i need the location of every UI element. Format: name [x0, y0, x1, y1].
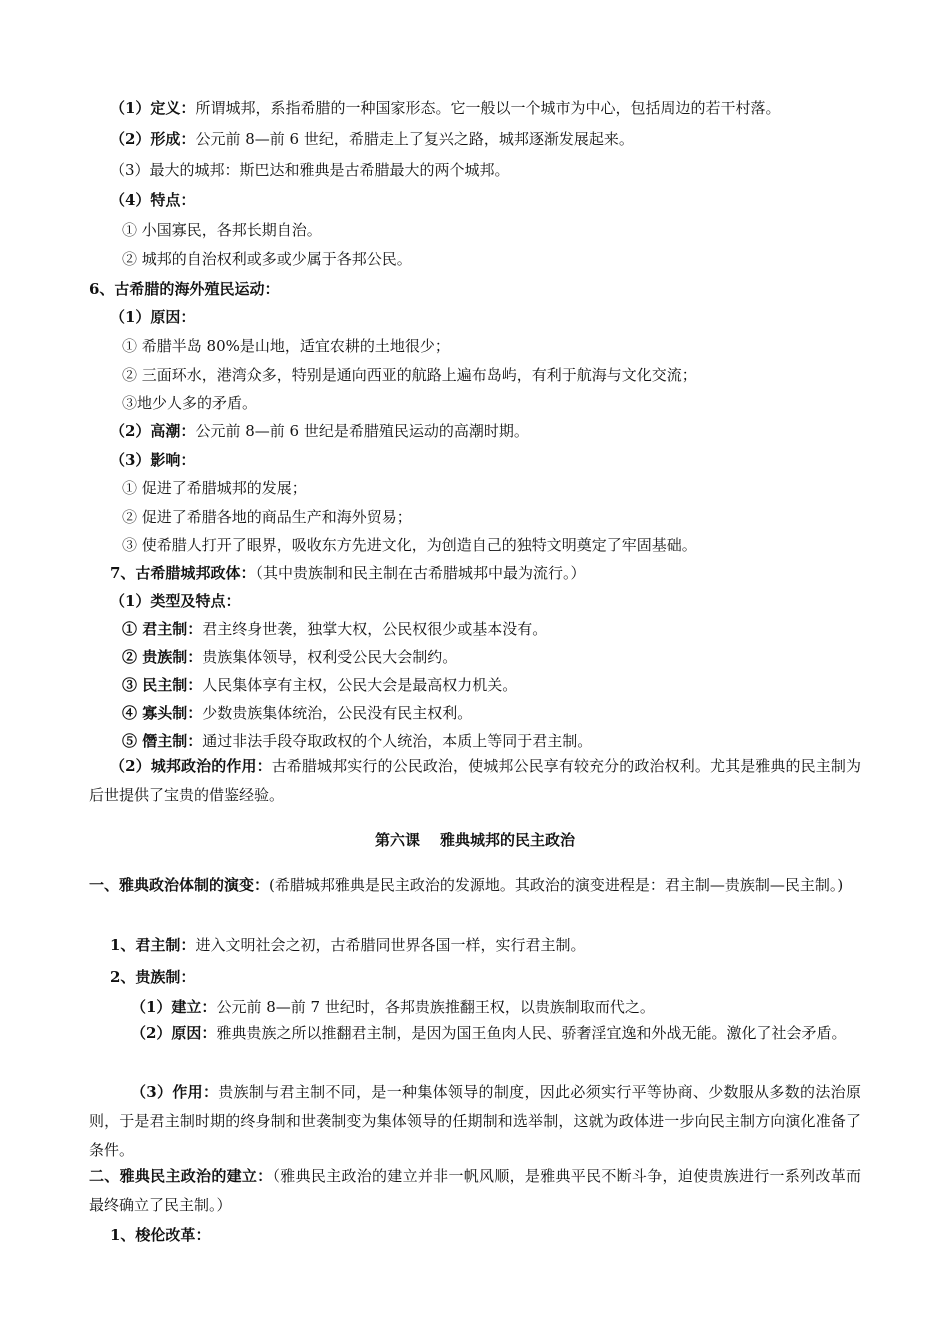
democracy-line: [122, 675, 517, 695]
effect-paragraph: [89, 1078, 861, 1165]
tyranny-text: 通过非法手段夺取政权的个人统治，本质上等同于君主制。: [202, 732, 593, 750]
tyranny-label: ⑤ 僭主制：: [122, 732, 203, 750]
definition-text: 所谓城邦，系指希腊的一种国家形态。它一般以一个城市为中心，包括周边的若干村落。: [195, 99, 781, 117]
oligarchy-line: [122, 703, 472, 723]
influence-heading: （3）影响：: [110, 451, 196, 469]
monarchy-section-line: [110, 935, 585, 955]
climax-label: （2）高潮：: [110, 422, 196, 440]
lesson-title: [0, 830, 950, 850]
reason-paragraph: [89, 1019, 861, 1048]
establishment-text: 公元前 8—前 7 世纪时，各邦贵族推翻王权，以贵族制取而代之。: [216, 998, 655, 1016]
monarchy-text: 君主终身世袭，独掌大权，公民权很少或基本没有。: [202, 620, 548, 638]
cause-item-2: ② 三面环水，港湾众多，特别是通向西亚的航路上遍布岛屿，有利于航海与文化交流；: [122, 366, 697, 384]
city-politics-role-text: 古希腊城邦实行的公民政治，使城邦公民享有较充分的政治权利。尤其是雅典的民主制为后世提供了宝贵的借鉴经验。: [89, 757, 861, 804]
establishment-democracy-text: （雅典民主政治的建立并非一帆风顺，是雅典平民不断斗争，迫使贵族进行一系列改革而最终确立了民主制。）: [89, 1167, 861, 1214]
aristocracy-text: 贵族集体领导，权利受公民大会制约。: [202, 648, 458, 666]
cause-item-3: ③地少人多的矛盾。: [122, 394, 258, 412]
climax-text: 公元前 8—前 6 世纪是希腊殖民运动的高潮时期。: [195, 422, 529, 440]
formation-text: 公元前 8—前 6 世纪，希腊走上了复兴之路，城邦逐渐发展起来。: [195, 130, 634, 148]
aristocracy-section-heading: 2、贵族制：: [110, 968, 196, 986]
definition-label: （1）定义：: [110, 99, 196, 117]
monarchy-line: [122, 619, 547, 639]
definition-line: [110, 98, 780, 118]
types-heading: （1）类型及特点：: [110, 592, 241, 610]
reason-label: （2）原因：: [131, 1024, 217, 1042]
solon-reform-heading: 1、梭伦改革：: [110, 1226, 211, 1244]
largest-cities-line: （3）最大的城邦：斯巴达和雅典是古希腊最大的两个城邦。: [110, 161, 510, 179]
lesson-name: 雅典城邦的民主政治: [440, 831, 576, 849]
polity-heading-line: [110, 563, 585, 583]
oligarchy-text: 少数贵族集体统治，公民没有民主权利。: [202, 704, 473, 722]
causes-heading: （1）原因：: [110, 308, 196, 326]
city-politics-role-paragraph: [89, 752, 861, 810]
monarchy-section-label: 1、君主制：: [110, 936, 196, 954]
democracy-label: ③ 民主制：: [122, 676, 203, 694]
evolution-text: (希腊城邦雅典是民主政治的发源地。其政治的演变进程是：君主制—贵族制—民主制。): [269, 876, 844, 894]
climax-line: [110, 421, 529, 441]
oligarchy-label: ④ 寡头制：: [122, 704, 203, 722]
cause-item-1: ① 希腊半岛 80%是山地，适宜农耕的土地很少；: [122, 337, 450, 355]
colonization-heading: 6、古希腊的海外殖民运动：: [89, 280, 280, 298]
aristocracy-line: [122, 647, 457, 667]
reason-text: 雅典贵族之所以推翻君主制，是因为国王鱼肉人民、骄奢淫宜逸和外战无能。激化了社会矛盾。: [216, 1024, 847, 1042]
lesson-number: 第六课: [374, 831, 420, 849]
evolution-label: 一、雅典政治体制的演变：: [89, 876, 270, 894]
formation-label: （2）形成：: [110, 130, 196, 148]
polity-heading-note: （其中贵族制和民主制在古希腊城邦中最为流行。）: [255, 564, 586, 582]
tyranny-line: [122, 731, 592, 751]
influence-item-2: ② 促进了希腊各地的商品生产和海外贸易；: [122, 508, 412, 526]
feature-item-2: ② 城邦的自治权利或多或少属于各邦公民。: [122, 250, 412, 268]
influence-item-1: ① 促进了希腊城邦的发展；: [122, 479, 307, 497]
influence-item-3: ③ 使希腊人打开了眼界，吸收东方先进文化，为创造自己的独特文明奠定了牢固基础。: [122, 536, 697, 554]
effect-label: （3）作用：: [131, 1083, 219, 1101]
establishment-democracy-paragraph: [89, 1162, 861, 1220]
democracy-text: 人民集体享有主权，公民大会是最高权力机关。: [202, 676, 518, 694]
establishment-democracy-label: 二、雅典民主政治的建立：: [89, 1167, 273, 1185]
aristocracy-label: ② 贵族制：: [122, 648, 203, 666]
features-heading: （4）特点：: [110, 191, 196, 209]
establishment-label: （1）建立：: [131, 998, 217, 1016]
monarchy-label: ① 君主制：: [122, 620, 203, 638]
effect-text: 贵族制与君主制不同，是一种集体领导的制度，因此必须实行平等协商、少数服从多数的法治原则，于是君主制时期的终身制和世袭制变为集体领导的任期制和选举制，这就为政体进一步向民主制方向演化准备了条件。: [89, 1083, 861, 1159]
city-politics-role-label: （2）城邦政治的作用：: [110, 757, 272, 775]
evolution-paragraph: [89, 871, 861, 900]
feature-item-1: ① 小国寡民，各邦长期自治。: [122, 221, 322, 239]
polity-heading-label: 7、古希腊城邦政体：: [110, 564, 256, 582]
monarchy-section-text: 进入文明社会之初，古希腊同世界各国一样，实行君主制。: [195, 936, 586, 954]
establishment-line: [131, 997, 655, 1017]
formation-line: [110, 129, 634, 149]
